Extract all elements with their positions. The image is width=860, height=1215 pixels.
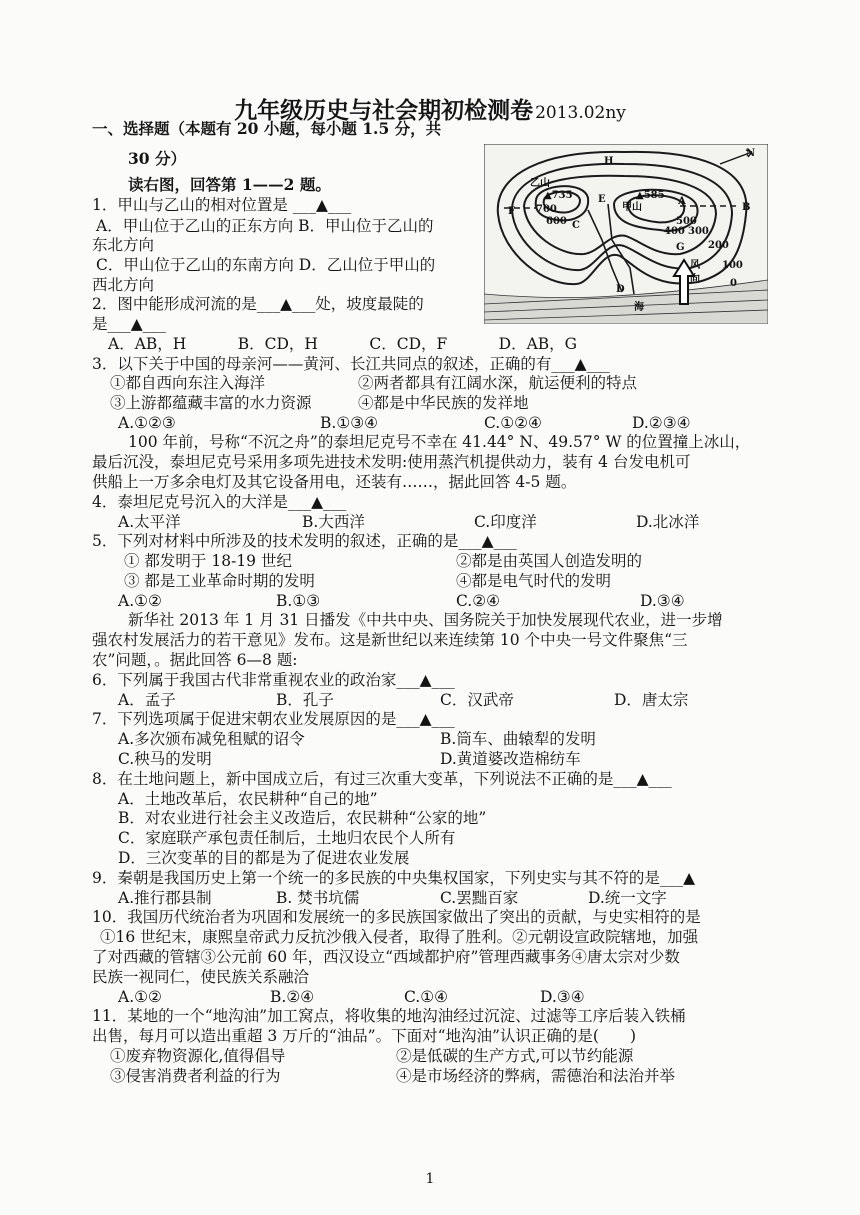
text-line: 最后沉没，泰坦尼克号采用多项先进技术发明:使用蒸汽机提供动力，装有 4 台发电机可 — [92, 453, 691, 471]
map-label: 500 — [676, 216, 697, 227]
text-line: C.印度洋 — [474, 513, 537, 531]
text-line: 强农村发展活力的若干意见》发布。这是新世纪以来连续第 10 个中央一号文件聚焦“三 — [92, 631, 688, 649]
text-line: B.②④ — [270, 988, 315, 1006]
text-line: D.统一文字 — [588, 889, 667, 907]
text-line: D．三次变革的目的都是为了促进农业发展 — [118, 849, 410, 867]
text-line: ②都是由英国人创造发明的 — [456, 552, 643, 570]
map-label: 甲山 — [622, 202, 642, 213]
text-line: ④是市场经济的弊病，需德治和法治并举 — [396, 1067, 676, 1085]
map-label: 400 — [664, 226, 685, 237]
text-line: D.②③④ — [632, 414, 691, 432]
title-text: 九年级历史与社会期初检测卷 — [234, 97, 534, 124]
text-line: 东北方向 — [92, 236, 155, 254]
text-line: B.筒车、曲辕犁的发明 — [440, 730, 596, 748]
text-line: 一、选择题（本题有 20 小题，每小题 1.5 分，共 — [92, 119, 442, 138]
text-line: 7．下列选项属于促进宋朝农业发展原因的是___▲___ — [92, 710, 455, 728]
text-line: C.秧马的发明 — [118, 750, 212, 768]
text-line: ③上游都蕴藏丰富的水力资源 — [110, 394, 312, 412]
text-line: ②是低碳的生产方式,可以节约能源 — [396, 1047, 634, 1065]
text-line: A．孟子 — [118, 691, 176, 709]
text-line: 3．以下关于中国的母亲河——黄河、长江共同点的叙述，正确的有___▲___ — [92, 355, 610, 373]
contour-map — [484, 144, 768, 324]
text-line: 4．泰坦尼克号沉入的大洋是___▲___ — [92, 493, 347, 511]
map-label: F — [508, 206, 516, 217]
text-line: ④都是电气时代的发明 — [456, 572, 612, 590]
text-line: A.①② — [118, 592, 162, 610]
map-label: E — [598, 194, 606, 205]
text-line: C.罢黜百家 — [440, 889, 519, 907]
text-line: C.②④ — [456, 592, 501, 610]
text-line: 8．在土地问题上，新中国成立后，有过三次重大变革，下列说法不正确的是___▲___ — [92, 770, 672, 788]
text-line: ④都是中华民族的发祥地 — [358, 394, 529, 412]
map-label: H — [604, 156, 614, 167]
text-line: B．孔子 — [276, 691, 334, 709]
text-line: D.③④ — [540, 988, 585, 1006]
text-line: D．唐太宗 — [614, 691, 689, 709]
text-line: D.③④ — [640, 592, 685, 610]
text-line: D.北冰洋 — [636, 513, 700, 531]
text-line: 2．图中能形成河流的是___▲___处，坡度最陡的 — [92, 295, 424, 313]
map-label: 100 — [722, 260, 743, 271]
text-line: C．甲山位于乙山的东南方向 D．乙山位于甲山的 — [96, 256, 436, 274]
text-line: ③侵害消费者利益的行为 — [110, 1067, 281, 1085]
text-line: 6．下列属于我国古代非常重视农业的政治家___▲___ — [92, 671, 455, 689]
text-line: 10．我国历代统治者为巩固和发展统一的多民族国家做出了突出的贡献，与史实相符的是 — [92, 908, 701, 926]
text-line: 供船上一万多余电灯及其它设备用电，还装有……，据此回答 4-5 题。 — [92, 473, 577, 491]
map-label: 0 — [730, 278, 737, 289]
text-line: 是___▲___ — [92, 315, 166, 333]
text-line: 9．秦朝是我国历史上第一个统一的多民族的中央集权国家，下列史实与其不符的是___▲ — [92, 869, 696, 887]
text-line: D.黄道婆改造棉纺车 — [440, 750, 581, 768]
text-line: 读右图，回答第 1——2 题。 — [128, 175, 331, 194]
title-code: 2013.02ny — [535, 103, 626, 123]
map-label: A — [678, 196, 686, 207]
text-line: C.①②④ — [484, 414, 542, 432]
text-line: B. 焚书坑儒 — [276, 889, 360, 907]
map-label: 300 — [688, 226, 709, 237]
text-line: 30 分） — [128, 149, 186, 168]
text-line: C.①④ — [404, 988, 449, 1006]
text-line: ①都自西向东注入海洋 — [110, 374, 266, 392]
map-label: 海 — [634, 302, 644, 313]
map-label: D — [616, 284, 625, 295]
text-line: A.多次颁布减免租赋的诏令 — [118, 730, 305, 748]
text-line: 农”问题，。据此回答 6—8 题: — [92, 651, 298, 669]
map-label: ▲585 — [636, 190, 665, 201]
map-label: 乙山 — [530, 178, 550, 189]
page-number: 1 — [425, 1171, 435, 1187]
text-line: A．AB，H B．CD，H C．CD，F D．AB，G — [108, 335, 578, 353]
text-line: A.①② — [118, 988, 162, 1006]
text-line: A.①②③ — [118, 414, 176, 432]
map-label: 600 — [546, 216, 567, 227]
text-line: C．汉武帝 — [440, 691, 514, 709]
text-line: B.①③ — [276, 592, 321, 610]
text-line: ②两者都具有江阔水深，航运便利的特点 — [358, 374, 638, 392]
text-line: 西北方向 — [92, 276, 155, 294]
map-label: 风 — [690, 260, 700, 271]
text-line: 100 年前，号称“不沉之舟”的泰坦尼克号不幸在 41.44° N、49.57° W 的位置撞上冰山， — [128, 433, 751, 451]
text-line: ①废弃物资源化,值得倡导 — [110, 1047, 286, 1065]
map-label: 向 — [690, 274, 700, 285]
text-line: 11．某地的一个“地沟油”加工窝点，将收集的地沟油经过沉淀、过滤等工序后装入铁桶 — [92, 1007, 686, 1025]
text-line: A．甲山位于乙山的正东方向 B．甲山位于乙山的 — [96, 217, 434, 235]
text-line: C．家庭联产承包责任制后，土地归农民个人所有 — [118, 829, 456, 847]
text-line: A．土地改革后，农民耕种“自己的地” — [118, 790, 378, 808]
text-line: 了对西藏的管辖③公元前 60 年，西汉设立“西域都护府”管理西藏事务④唐太宗对少数 — [92, 948, 680, 966]
text-line: ③ 都是工业革命时期的发明 — [124, 572, 315, 590]
text-line: ①16 世纪末，康熙皇帝武力反抗沙俄入侵者，取得了胜利。②元朝设宣政院辖地，加强 — [100, 928, 699, 946]
text-line: B.大西洋 — [302, 513, 365, 531]
text-line: ① 都发明于 18-19 世纪 — [124, 552, 292, 570]
text-line: 出售，每月可以造出重超 3 万斤的“油品”。下面对“地沟油”认识正确的是( ) — [92, 1027, 637, 1045]
map-label: G — [676, 242, 685, 253]
text-line: A.推行郡县制 — [118, 889, 212, 907]
text-line: 民族一视同仁，使民族关系融洽 — [92, 968, 310, 986]
text-line: 新华社 2013 年 1 月 31 日播发《中共中央、国务院关于加快发展现代农业，进一步增 — [128, 611, 723, 629]
map-label: N — [746, 148, 756, 159]
map-label: C — [572, 220, 580, 231]
text-line: 5．下列对材料中所涉及的技术发明的叙述，正确的是___▲___ — [92, 532, 517, 550]
map-label: B — [742, 202, 751, 213]
text-line: B．对农业进行社会主义改造后，农民耕种“公家的地” — [118, 809, 487, 827]
text-line: A.太平洋 — [118, 513, 181, 531]
map-label: 200 — [708, 240, 729, 251]
text-line: B.①③④ — [320, 414, 379, 432]
text-line: 1．甲山与乙山的相对位置是 ___▲___ — [92, 196, 352, 214]
map-label: ▲735 — [544, 190, 573, 201]
map-label: 700 — [536, 204, 557, 215]
